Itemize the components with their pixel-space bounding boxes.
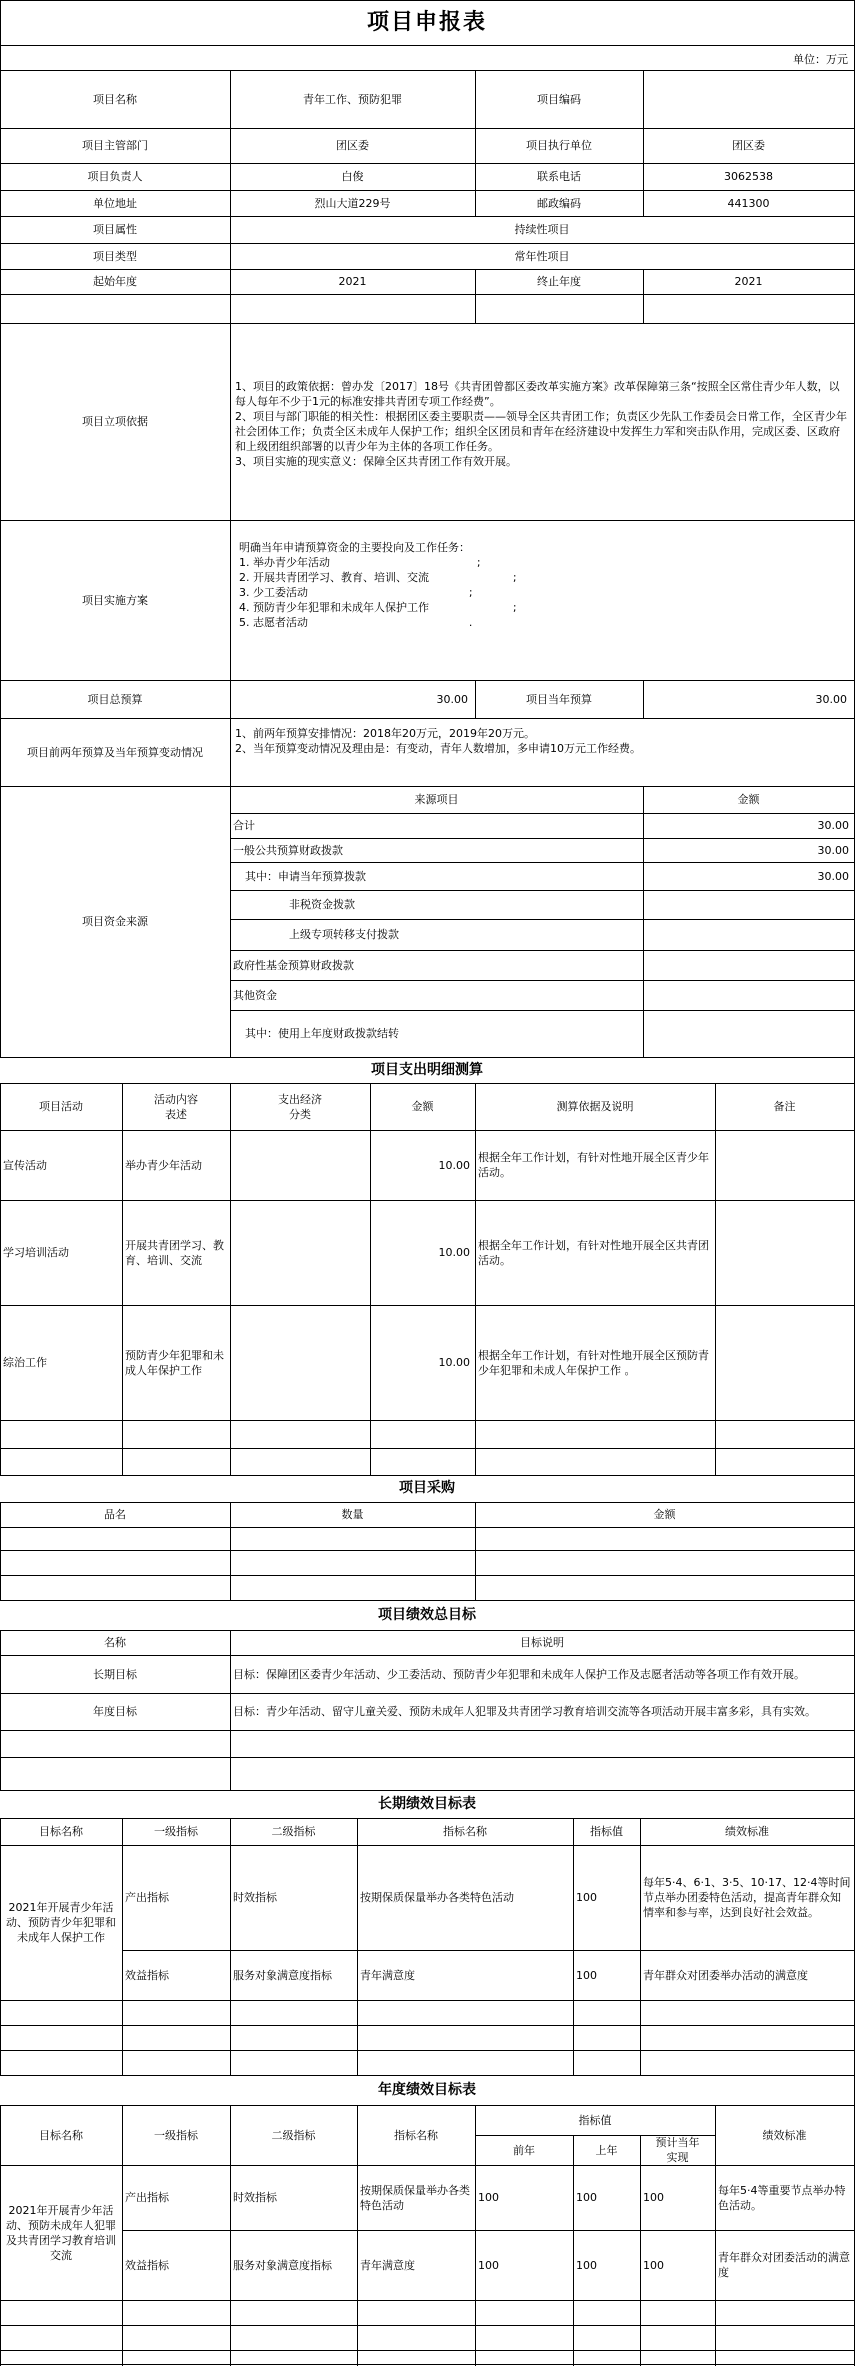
expense-content: 预防青少年犯罪和未成人年保护工作 — [125, 1348, 224, 1377]
annual-perf-name: 按期保质保量举办各类特色活动 — [360, 2183, 470, 2212]
expense-amount: 10.00 — [438, 1246, 470, 1259]
expense-note — [715, 1305, 854, 1420]
annual-perf-subheader: 预计当年 实现 — [655, 2136, 700, 2164]
long-perf-header: 指标名称 — [443, 1825, 487, 1838]
label-total-budget: 项目总预算 — [87, 692, 143, 706]
value-plan: 明确当年申请预算资金的主要投向及工作任务： 1. 举办青少年活动 ; 2. 开展共青团学习、教育、培训、交流 ; 3. 少工委活动 ; 4. 预防青少年犯罪和未成年人保护工作 ; 5. 志愿者活动 . — [239, 541, 517, 629]
fund-row-label: 一般公共预算财政拨款 — [233, 843, 343, 857]
label-project-name: 项目名称 — [93, 92, 137, 106]
fund-row-amount — [643, 980, 852, 1010]
fund-row-label: 其他资金 — [233, 988, 277, 1002]
perf-goal-name: 长期目标 — [93, 1667, 137, 1681]
fund-row-amount — [643, 950, 852, 980]
annual-perf-header: 二级指标 — [271, 2128, 316, 2142]
long-perf-name: 青年满意度 — [360, 1968, 415, 1982]
long-perf-header: 一级指标 — [154, 1825, 198, 1838]
label-plan: 项目实施方案 — [82, 593, 148, 607]
annual-perf-standard: 每年5·4等重要节点举办特色活动。 — [718, 2183, 846, 2212]
fund-row-label: 非税资金拨款 — [289, 898, 355, 911]
long-perf-l1: 效益指标 — [125, 1968, 169, 1982]
label-phone: 联系电话 — [537, 170, 581, 183]
grid-line-h — [0, 1550, 855, 1551]
expense-title: 项目支出明细测算 — [371, 1061, 483, 1078]
perf-goal-title: 项目绩效总目标 — [378, 1606, 476, 1623]
label-address: 单位地址 — [93, 196, 137, 210]
procurement-header: 数量 — [341, 1508, 364, 1521]
label-current-budget: 项目当年预算 — [526, 692, 592, 706]
expense-activity: 宣传活动 — [3, 1158, 47, 1172]
long-perf-header: 目标名称 — [39, 1825, 83, 1838]
value-address: 烈山大道229号 — [314, 196, 391, 210]
fund-header-source: 来源项目 — [414, 793, 459, 806]
annual-perf-name: 青年满意度 — [360, 2258, 415, 2272]
grid-line-h — [0, 2300, 855, 2301]
grid-line-h — [0, 2350, 855, 2351]
label-project-code: 项目编码 — [537, 92, 581, 106]
annual-perf-v3: 100 — [643, 2258, 664, 2272]
fund-row-amount — [643, 919, 852, 950]
label-end-year: 终止年度 — [537, 275, 581, 288]
expense-activity: 综治工作 — [3, 1356, 47, 1369]
procurement-header: 金额 — [653, 1508, 676, 1521]
grid-line-h — [0, 294, 855, 295]
grid-line-h — [0, 2050, 855, 2051]
expense-amount: 10.00 — [438, 1158, 470, 1172]
page-title: 项目申报表 — [366, 10, 487, 35]
expense-header: 支出经济 分类 — [278, 1092, 322, 1121]
expense-content: 举办青少年活动 — [125, 1158, 202, 1172]
label-dept: 项目主管部门 — [82, 139, 148, 152]
long-perf-value: 100 — [576, 1968, 597, 1982]
label-attribute: 项目属性 — [93, 223, 137, 236]
label-postcode: 邮政编码 — [537, 196, 581, 210]
long-perf-goal: 2021年开展青少年活动、预防青少年犯罪和未成年人保护工作 — [6, 1901, 116, 1944]
annual-perf-header: 指标名称 — [394, 2128, 438, 2142]
annual-perf-l1: 效益指标 — [125, 2258, 169, 2272]
annual-perf-v2: 100 — [576, 2191, 597, 2204]
expense-amount: 10.00 — [438, 1356, 470, 1369]
perf-goal-header-name: 名称 — [104, 1636, 126, 1649]
value-project-code — [643, 70, 854, 128]
label-exec-unit: 项目执行单位 — [526, 139, 592, 152]
grid-line-h — [0, 2000, 855, 2001]
perf-goal-desc: 目标：保障团区委青少年活动、少工委活动、预防青少年犯罪和未成年人保护工作及志愿者活动等各项工作有效开展。 — [233, 1667, 805, 1681]
long-perf-header: 绩效标准 — [725, 1825, 769, 1838]
label-start-year: 起始年度 — [93, 275, 137, 288]
grid-line-h — [0, 2325, 855, 2326]
expense-header: 活动内容 表述 — [154, 1092, 198, 1121]
perf-goal-header-desc: 目标说明 — [520, 1636, 564, 1649]
value-phone: 3062538 — [724, 170, 773, 183]
annual-perf-standard: 青年群众对团委活动的满意度 — [718, 2251, 850, 2279]
label-type: 项目类型 — [93, 249, 137, 263]
fund-row-amount — [643, 890, 852, 919]
fund-row-label: 其中：申请当年预算拨款 — [245, 869, 366, 883]
fund-row-label: 政府性基金预算财政拨款 — [233, 958, 354, 972]
value-leader: 白俊 — [341, 170, 364, 183]
expense-category — [230, 1200, 370, 1305]
annual-perf-title: 年度绩效目标表 — [378, 2081, 476, 2098]
value-start-year: 2021 — [338, 275, 367, 288]
expense-category — [230, 1305, 370, 1420]
procurement-header: 品名 — [104, 1508, 126, 1521]
annual-perf-subheader: 上年 — [595, 2143, 618, 2157]
long-perf-l2: 服务对象满意度指标 — [233, 1968, 332, 1982]
grid-line-h — [0, 1527, 855, 1528]
fund-row-amount: 30.00 — [817, 869, 849, 883]
grid-line-h — [0, 45, 855, 46]
value-project-name: 青年工作、预防犯罪 — [303, 92, 402, 106]
grid-line-h — [0, 1448, 855, 1449]
label-basis: 项目立项依据 — [82, 415, 148, 428]
grid-line-h — [0, 1420, 855, 1421]
grid-line-h — [0, 1730, 855, 1731]
value-change: 1、前两年预算安排情况：2018年20万元，2019年20万元。 2、当年预算变动情况及理由是：有变动，青年人数增加，多申请10万元工作经费。 — [235, 727, 641, 755]
expense-header: 测算依据及说明 — [556, 1100, 634, 1113]
annual-perf-header: 绩效标准 — [762, 2128, 807, 2142]
fund-row-label: 其中：使用上年度财政拨款结转 — [245, 1027, 399, 1040]
annual-perf-l2: 时效指标 — [233, 2191, 277, 2204]
long-perf-name: 按期保质保量举办各类特色活动 — [360, 1891, 514, 1904]
expense-basis: 根据全年工作计划，有针对性地开展全区青少年活动。 — [478, 1151, 709, 1179]
fund-row-label: 合计 — [233, 819, 255, 832]
annual-perf-header: 一级指标 — [154, 2128, 198, 2142]
long-perf-standard: 每年5·4、6·1、3·5、10·17、12·4等时间节点举办团委特色活动，提高青年群众知情率和参与率，达到良好社会效益。 — [643, 1876, 851, 1919]
grid-line-h — [0, 1575, 855, 1576]
long-perf-title: 长期绩效目标表 — [378, 1795, 476, 1812]
expense-category — [230, 1130, 370, 1200]
value-current-budget: 30.00 — [815, 692, 847, 706]
expense-basis: 根据全年工作计划，有针对性地开展全区共青团活动。 — [478, 1238, 709, 1267]
perf-goal-name: 年度目标 — [93, 1705, 137, 1718]
long-perf-standard: 青年群众对团委举办活动的满意度 — [643, 1968, 808, 1982]
fund-row-amount: 30.00 — [817, 819, 849, 832]
long-perf-l2: 时效指标 — [233, 1891, 277, 1904]
annual-perf-l2: 服务对象满意度指标 — [233, 2258, 332, 2272]
fund-row-amount: 30.00 — [817, 843, 849, 857]
value-dept: 团区委 — [336, 139, 369, 152]
value-exec-unit: 团区委 — [732, 139, 765, 152]
expense-basis: 根据全年工作计划，有针对性地开展全区预防青少年犯罪和未成人年保护工作 。 — [478, 1348, 709, 1377]
fund-row-label: 上级专项转移支付拨款 — [289, 928, 399, 941]
long-perf-l1: 产出指标 — [125, 1891, 169, 1904]
fund-header-amount: 金额 — [737, 793, 760, 806]
procurement-title: 项目采购 — [399, 1480, 455, 1496]
annual-perf-v2: 100 — [576, 2258, 597, 2272]
grid-line-h — [0, 1757, 855, 1758]
unit-label: 单位：万元 — [793, 52, 848, 66]
expense-header: 项目活动 — [39, 1100, 83, 1113]
annual-perf-v1: 100 — [478, 2258, 499, 2272]
annual-perf-header: 目标名称 — [39, 2128, 83, 2142]
value-postcode: 441300 — [727, 196, 770, 210]
expense-header: 金额 — [411, 1100, 434, 1113]
expense-activity: 学习培训活动 — [3, 1246, 69, 1259]
label-fund-source: 项目资金来源 — [82, 915, 148, 928]
grid-line-v — [475, 294, 476, 324]
expense-content: 开展共青团学习、教育、培训、交流 — [125, 1238, 224, 1267]
annual-perf-goal: 2021年开展青少年活动、预防未成年人犯罪及共青团学习教育培训交流 — [6, 2203, 116, 2262]
label-change: 项目前两年预算及当年预算变动情况 — [27, 745, 203, 759]
perf-goal-desc: 目标：青少年活动、留守儿童关爱、预防未成年人犯罪及共青团学习教育培训交流等各项活动开展丰富多彩，具有实效。 — [233, 1705, 816, 1718]
expense-note — [715, 1130, 854, 1200]
annual-perf-header: 指标值 — [578, 2113, 612, 2127]
annual-perf-v1: 100 — [478, 2191, 499, 2204]
value-attribute: 持续性项目 — [514, 223, 570, 236]
grid-line-h — [0, 2025, 855, 2026]
value-basis: 1、项目的政策依据：曾办发〔2017〕18号《共青团曾都区委改革实施方案》改革保障第三条“按照全区常住青少年人数，以每人每年不少于1元的标准安排共青团专项工作经费”。 2、项目与部门职能的相关性：根据团区委主要职责——领导全区共青团工作；负责区少先队工作委员会日常工作，全区青少年社会团体工作；负责全区未成年人保护工作；组织全区团员和青年在经济建设中发挥生力军和突击队作用，完成区委、区政府和上级团组织部署的以青少年为主体的各项工作任务。 3、项目实施的现实意义：保障全区共青团工作有效开展。 — [235, 380, 847, 468]
long-perf-value: 100 — [576, 1891, 597, 1904]
annual-perf-l1: 产出指标 — [125, 2191, 169, 2204]
annual-perf-subheader: 前年 — [513, 2143, 535, 2157]
fund-row-amount — [643, 1010, 852, 1057]
label-leader: 项目负责人 — [87, 170, 143, 183]
value-end-year: 2021 — [734, 275, 763, 288]
value-total-budget: 30.00 — [436, 692, 468, 706]
expense-header: 备注 — [773, 1100, 796, 1113]
expense-note — [715, 1200, 854, 1305]
grid-line-v — [643, 294, 644, 324]
annual-perf-v3: 100 — [643, 2191, 664, 2204]
value-type: 常年性项目 — [514, 249, 570, 263]
long-perf-header: 二级指标 — [271, 1825, 316, 1838]
long-perf-header: 指标值 — [590, 1825, 623, 1838]
